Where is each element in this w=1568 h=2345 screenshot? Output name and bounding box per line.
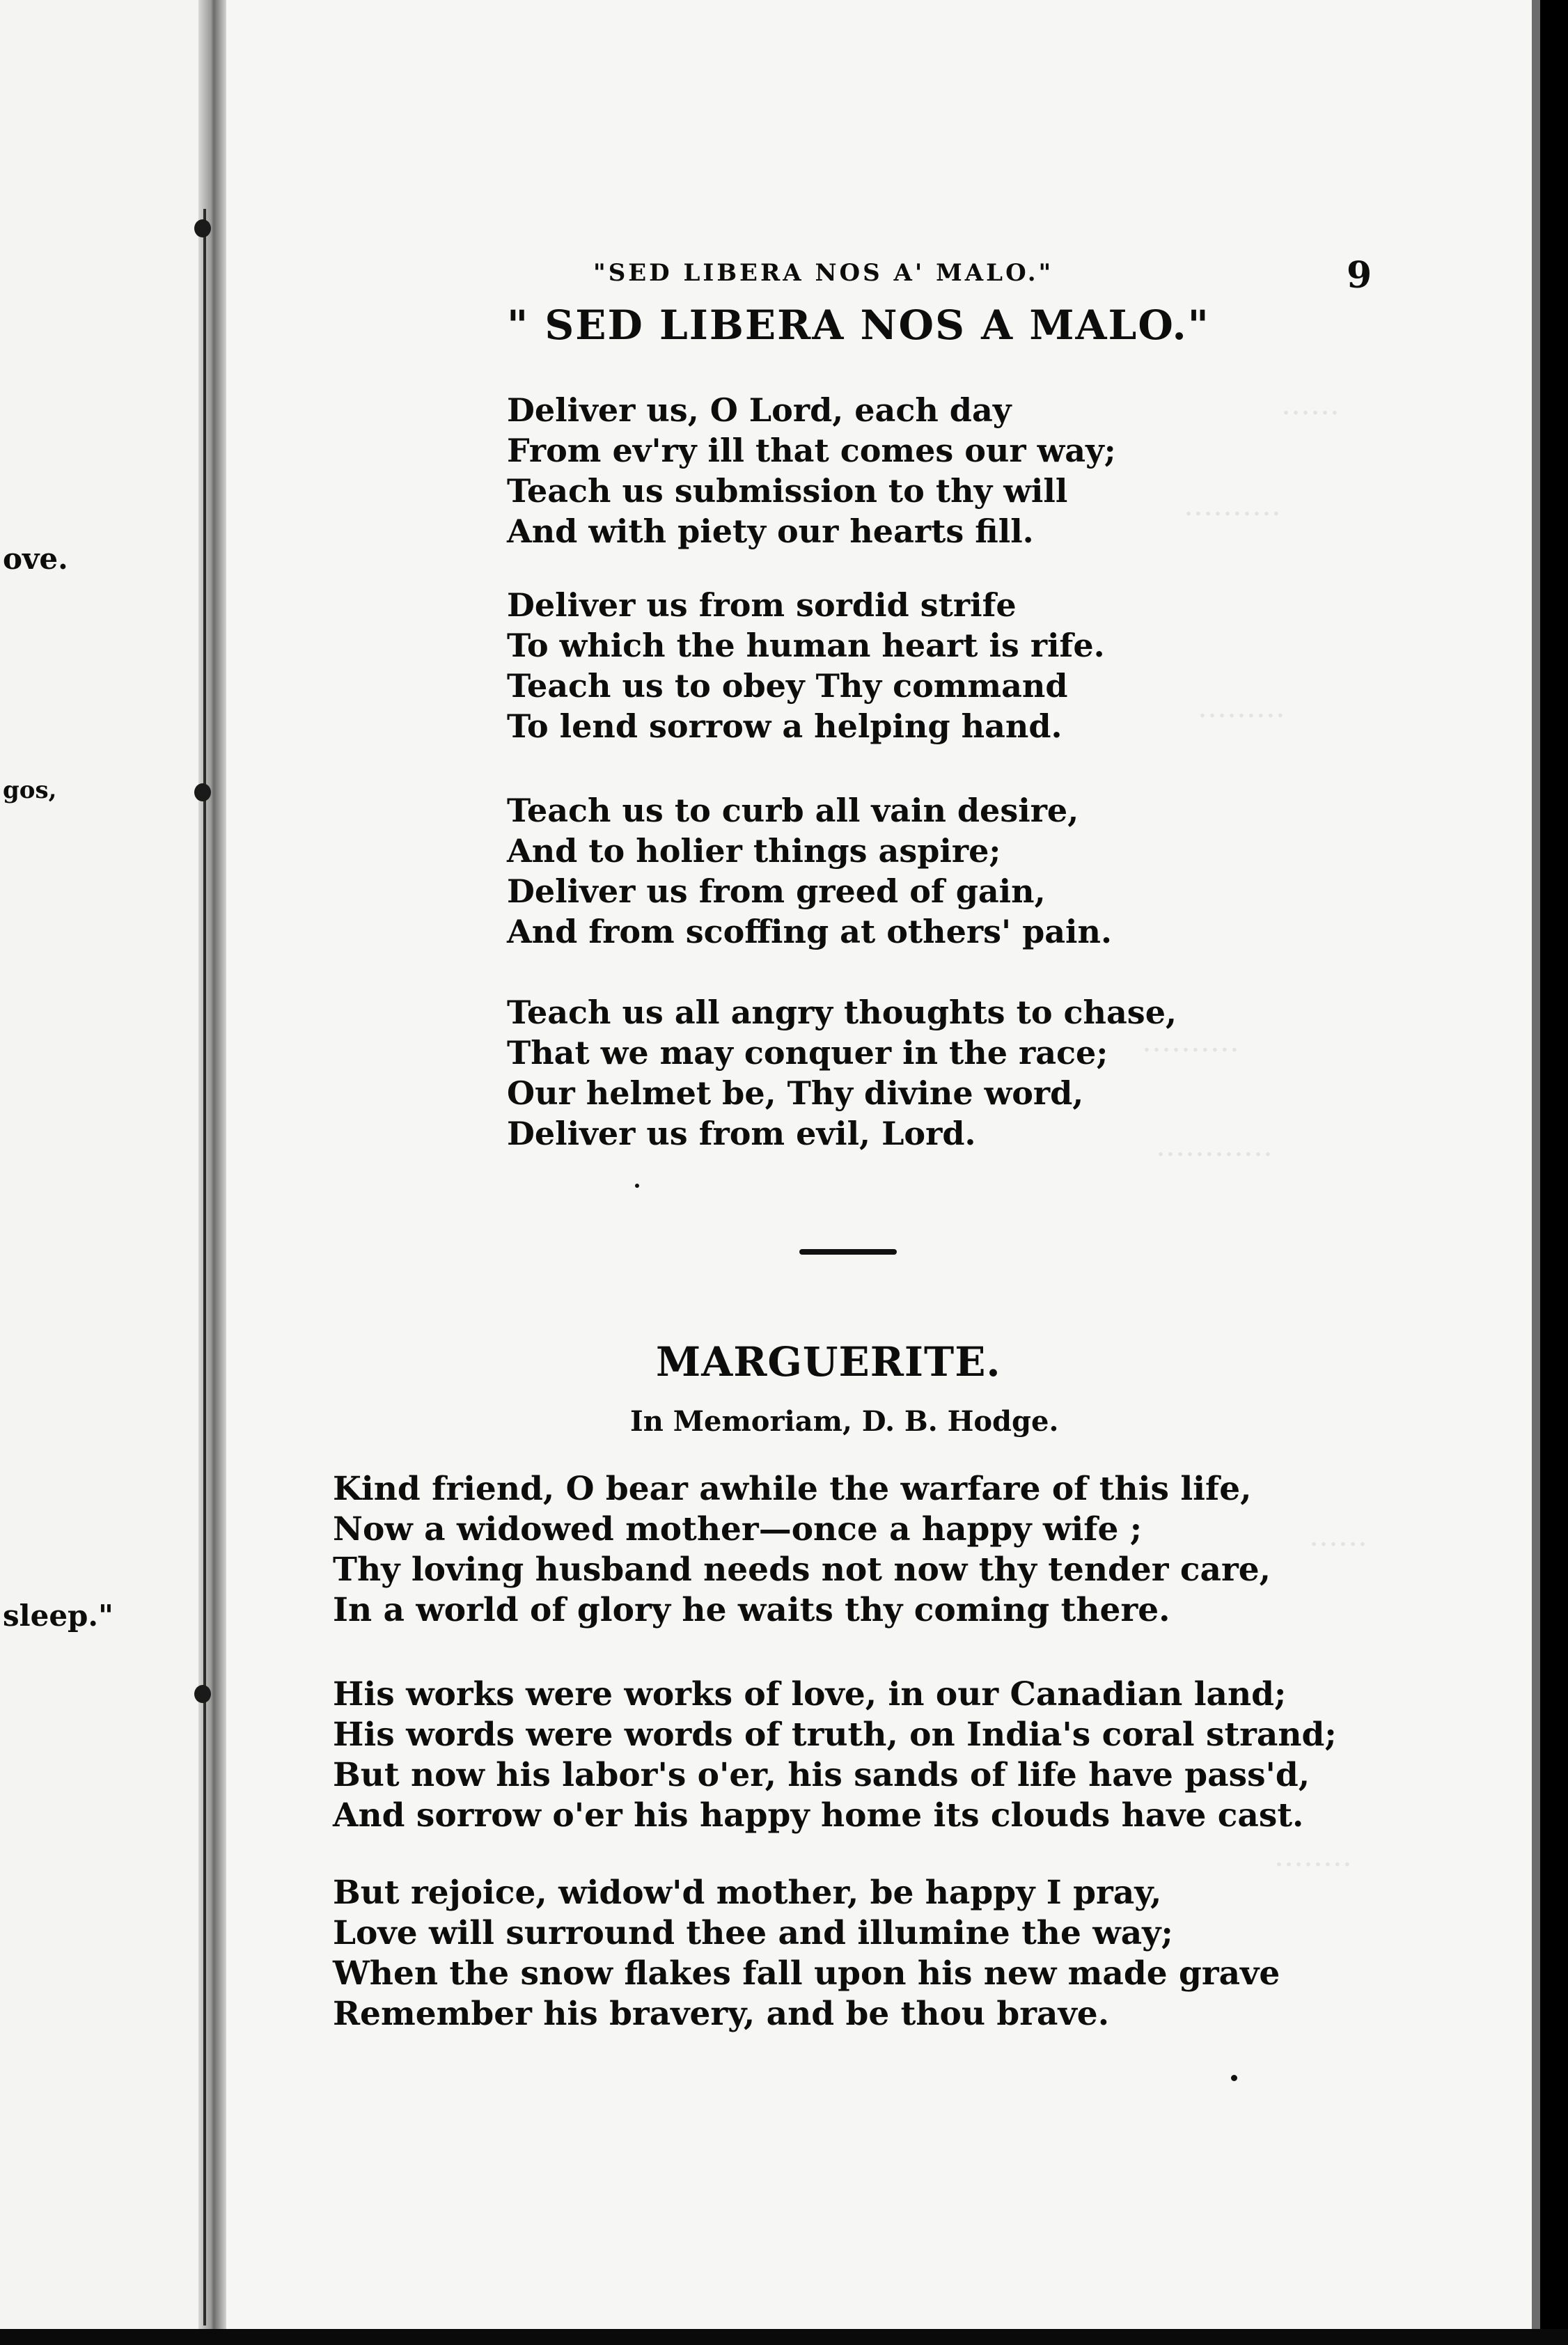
verse-line: But now his labor's o'er, his sands of life have pass'd,	[333, 1756, 1310, 1794]
verse-line: And sorrow o'er his happy home its clouds have cast.	[333, 1796, 1304, 1835]
stanza	[507, 790, 1112, 952]
verse-line: That we may conquer in the race;	[507, 1034, 1108, 1072]
ink-speck	[1231, 2075, 1237, 2081]
verse-line: To lend sorrow a helping hand.	[507, 707, 1063, 745]
verse-line: From ev'ry ill that comes our way;	[507, 432, 1116, 469]
left-page-fragment: gos,	[3, 776, 57, 804]
verse-line: But rejoice, widow'd mother, be happy I pray,	[333, 1874, 1162, 1912]
verse-line: And from scoffing at others' pain.	[507, 913, 1112, 950]
stanza	[507, 992, 1177, 1154]
running-head: "SED LIBERA NOS A' MALO."	[593, 259, 1054, 287]
scan-border	[0, 2329, 1568, 2345]
verse-line: Teach us to obey Thy command	[507, 667, 1068, 705]
binding-stitch	[194, 783, 211, 801]
verse-line: Teach us submission to thy will	[507, 472, 1068, 510]
poem-title: MARGUERITE.	[656, 1338, 1001, 1386]
page-edge-shadow	[1532, 0, 1540, 2329]
stanza	[333, 1873, 1280, 2034]
stanza	[333, 1469, 1271, 1631]
verse-line: And with piety our hearts fill.	[507, 512, 1034, 550]
stanza	[333, 1675, 1337, 1836]
stanza	[507, 390, 1116, 551]
verse-line: His works were works of love, in our Canadian land;	[333, 1675, 1287, 1713]
verse-line: Now a widowed mother—once a happy wife ;	[333, 1510, 1143, 1548]
verse-line: And to holier things aspire;	[507, 832, 1001, 870]
verse-line: Our helmet be, Thy divine word,	[507, 1074, 1084, 1112]
binding-stitch	[194, 1685, 211, 1703]
stanza	[507, 585, 1105, 746]
left-page-fragment: ove.	[3, 542, 68, 576]
verse-line: His words were words of truth, on India's coral strand;	[333, 1716, 1337, 1754]
poem-subtitle: In Memoriam, D. B. Hodge.	[630, 1405, 1059, 1438]
verse-line: Remember his bravery, and be thou brave.	[333, 1995, 1110, 2033]
verse-line: To which the human heart is rife.	[507, 627, 1105, 664]
ink-speck	[635, 1184, 639, 1188]
verse-line: Kind friend, O bear awhile the warfare of this life,	[333, 1470, 1252, 1508]
book-gutter	[198, 0, 226, 2329]
verse-line: Love will surround thee and illumine the way;	[333, 1914, 1173, 1952]
left-page-fragment: sleep."	[3, 1599, 113, 1633]
previous-page-edge	[0, 0, 198, 2329]
verse-line: In a world of glory he waits thy coming there.	[333, 1591, 1170, 1629]
verse-line: Deliver us, O Lord, each day	[507, 391, 1012, 429]
verse-line: Thy loving husband needs not now thy tender care,	[333, 1551, 1271, 1589]
binding-stitch	[194, 219, 211, 237]
verse-line: Teach us to curb all vain desire,	[507, 792, 1079, 829]
section-divider	[799, 1249, 897, 1255]
poem-title: " SED LIBERA NOS A MALO."	[507, 301, 1210, 349]
page-number: 9	[1347, 254, 1372, 297]
verse-line: Deliver us from sordid strife	[507, 586, 1017, 624]
verse-line: When the snow flakes fall upon his new made grave	[333, 1954, 1280, 1993]
binding-thread	[203, 209, 206, 2326]
verse-line: Deliver us from evil, Lord.	[507, 1115, 976, 1152]
verse-line: Teach us all angry thoughts to chase,	[507, 994, 1177, 1031]
verse-line: Deliver us from greed of gain,	[507, 872, 1046, 910]
